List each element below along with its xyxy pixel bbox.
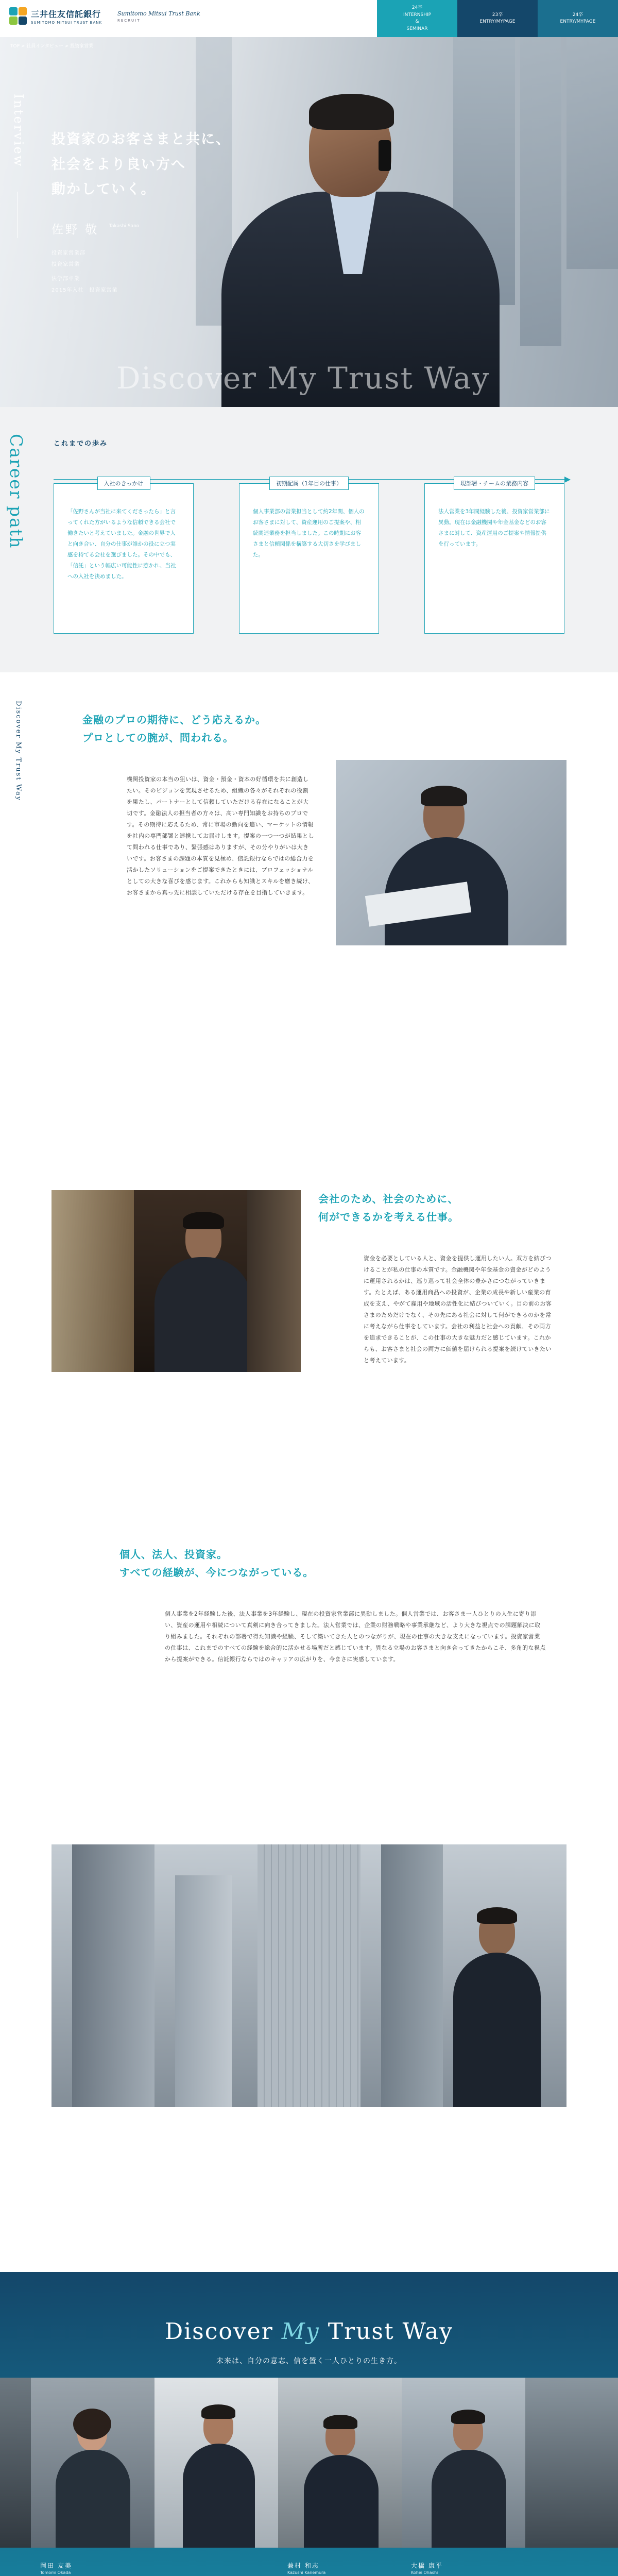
section-1-photo	[336, 760, 566, 945]
section-2-body: 資金を必要としている人と、資金を提供し運用したい人。双方を結びつけることが私の仕事の本質です。金融機関や年金基金の資金がどのように運用されるかは、巡り巡って社会全体の豊かさにつながっていきます。たとえば、ある運用商品への投資が、企業の成長や新しい産業の育成を支え、やがて雇用や地域の活性化に結びついていく。目の前のお客さまのためだけでなく、その先にある社会に対して何ができるのかを常に考えながら仕事をしています。会社の利益と社会への貢献、その両方を追求できることが、この仕事の大きな魅力だと感じています。これからも、お客さまと社会の両方に価値を届けられる提案を続けていきたいと考えています。	[364, 1255, 552, 1364]
people-card-ohashi[interactable]: 大橋 康平 Kohei Ohashi	[402, 2378, 525, 2576]
hero-brand-text: Discover My Trust Way	[116, 361, 490, 396]
interviewee-dept: 投資家営業部	[52, 250, 85, 256]
career-card-1: 入社のきっかけ 「佐野さんが当社に来てくださったら」と言ってくれた方がいるような信頼できる会社で働きたいと考えていました。金融の世界で人と向き合い、自分の仕事が誰かの役に立つ実感を持てる会社を選びました。その中でも、「信託」という幅広い可能性に惹かれ、当社への入社を決めました。	[54, 483, 194, 634]
discover-subtitle: 未来は、自分の意志、信を置く一人ひとりの生き方。	[216, 2357, 402, 2365]
header-sub: RECRUIT	[117, 19, 141, 23]
section-2-heading: 会社のため、社会のために、 何ができるかを考える仕事。	[318, 1193, 459, 1223]
career-path-section	[0, 407, 618, 672]
hero-section	[0, 37, 618, 407]
discover-section	[0, 2272, 618, 2576]
people-card-kanemura[interactable]: 兼村 和志 Kazushi Kanemura	[278, 2378, 402, 2576]
interviewee-roman: Takashi Sano	[109, 224, 140, 229]
section-1-body: 機関投資家の本当の狙いは、資金・預金・資本の好循環を共に創造したい。そのビジョンを実現させるため、組織の各々がそれぞれの役割を果たし、パートナーとして信頼していただける存在になることが大切です。金融法人の担当者の方々は、高い専門知識をお持ちのプロです。その期待に応えるため、常に市場の動向を追い、マーケットの情報を社内の専門部署と連携してお届けします。提案の一つ一つが結果として問われる仕事であり、緊張感はありますが、その分やりがいは大きいです。お客さまの課題の本質を見極め、信託銀行ならではの総合力を活かしたソリューションをご提案できたときには、プロフェッショナルとしての大きな喜びを感じます。これからも知識とスキルを磨き続け、お客さまから真っ先に相談していただける存在を目指していきます。	[127, 776, 314, 896]
career-title: これまでの歩み	[54, 440, 108, 448]
discover-title: Discover My Trust Way	[164, 2318, 454, 2345]
section-3-photo	[52, 1844, 566, 2107]
career-card-2: 初期配属（1年目の仕事） 個人事業部の営業担当として約2年間、個人のお客さまに対して、資産運用のご提案や、相続関連業務を担当しました。この時期にお客さまと信頼関係を構築する大切さを学びました。	[239, 483, 379, 634]
people-card-okada[interactable]: 岡田 友美 Tomomi Okada	[31, 2378, 154, 2576]
logo-text-en: SUMITOMO MITSUI TRUST BANK	[31, 20, 102, 25]
logo-mark-icon	[9, 7, 27, 25]
career-card-3: 現部署・チームの業務内容 法人営業を3年間経験した後、投資家営業部に異動。現在は金融機関や年金基金などのお客さまに対して、資産運用のご提案や情報提供を行っています。	[424, 483, 564, 634]
arrow-right-icon	[564, 477, 571, 483]
people-card-partial-left[interactable]	[0, 2378, 31, 2576]
phone-icon	[379, 140, 391, 171]
interviewee-job: 投資家営業	[52, 262, 80, 267]
brand-vertical-text: Discover My Trust Way	[14, 701, 22, 802]
entry-24-button[interactable]: 24卒 ENTRY/MYPAGE	[538, 0, 618, 37]
entry-23-button[interactable]: 23卒 ENTRY/MYPAGE	[457, 0, 538, 37]
career-vertical-title: Career path	[6, 434, 26, 549]
logo-text-jp: 三井住友信託銀行	[31, 9, 101, 19]
internship-button[interactable]: 24卒 INTERNSHIP & SEMINAR	[377, 0, 457, 37]
section-2-photo	[52, 1190, 301, 1372]
logo[interactable]	[9, 7, 102, 25]
section-3-body: 個人事業を2年経験した後、法人事業を3年経験し、現在の投資家営業部に異動しました。個人営業では、お客さま一人ひとりの人生に寄り添い、資産の運用や相続について真剣に向き合ってきました。法人営業では、企業の財務戦略や事業承継など、より大きな視点での課題解決に取り組みました。それぞれの部署で得た知識や経験、そして築いてきた人とのつながりが、現在の仕事の大きな支えになっています。投資家営業の仕事は、これまでのすべての経験を総合的に活かせる場所だと感じています。異なる立場のお客さまと向き合ってきたからこそ、多角的な視点から提案ができる。信託銀行ならではのキャリアの広がりを、今まさに実感しています。	[165, 1611, 546, 1663]
people-card-partial-right[interactable]	[525, 2378, 618, 2576]
hero-vertical-title: Interview	[11, 94, 26, 168]
people-carousel	[0, 2378, 618, 2576]
section-1-heading: 金融のプロの期待に、どう応えるか。 プロとしての腕が、問われる。	[82, 714, 266, 744]
hero-catchcopy: 投資家のお客さまと共に、 社会をより良い方へ 動かしていく。	[52, 131, 231, 198]
interviewee-faculty: 法学部卒業	[52, 276, 80, 282]
people-card-middle[interactable]	[154, 2378, 278, 2576]
header-tagline: Sumitomo Mitsui Trust Bank	[117, 10, 200, 17]
breadcrumb: TOP > 社員インタビュー > 投資家営業	[10, 44, 94, 49]
section-3-heading: 個人、法人、投資家。 すべての経験が、今につながっている。	[119, 1548, 314, 1579]
site-header	[0, 0, 618, 37]
interviewee-year: 2015年入社 投資家営業	[52, 287, 118, 293]
interviewee-name: 佐野 敬	[52, 223, 99, 236]
